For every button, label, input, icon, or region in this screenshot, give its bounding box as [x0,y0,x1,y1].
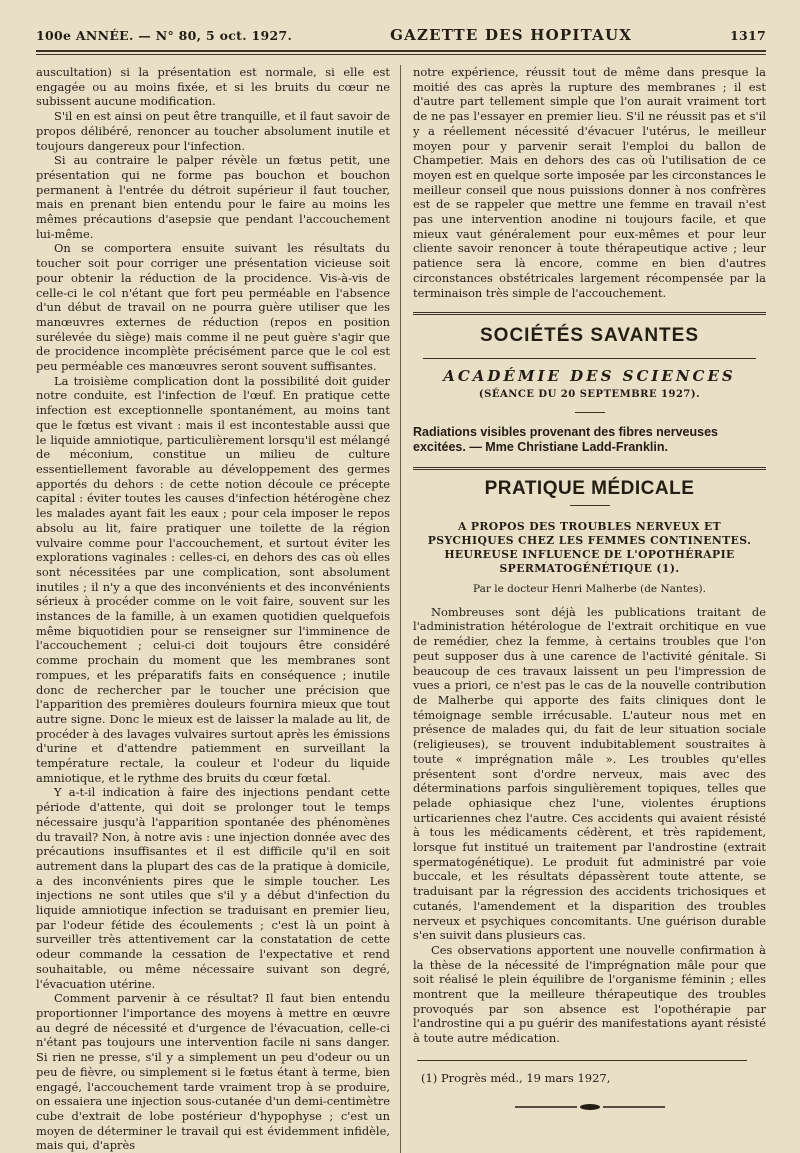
note-title: Radiations visibles provenant des fibres nerveuses excitées. [413,425,718,455]
short-divider [575,412,605,413]
section-divider [413,312,766,315]
paragraph: Ces observations apportent une nouvelle confirmation à la thèse de la nécessité de l'imprégnation mâle pour que soit réalisé le plein équilibre de l'organisme féminin ; elles montrent que la meilleure thérapeutique des troubles provoqués par son absence est l'opothérapie par l'androstine qui a pu guérir des manifestations ayant résisté à toute autre médication. [413,942,766,1046]
article-title: A PROPOS DES TROUBLES NERVEUX ET PSYCHIQUES CHEZ LES FEMMES CONTINENTES. HEUREUSE INFLUENCE DE L'OPOTHÉRAPIE SPERMATOGÉNÉTIQUE (1). [427,520,752,576]
academy-note [413,425,766,455]
running-head [36,26,766,44]
section-divider [423,358,756,359]
page-number: 1317 [730,28,766,43]
section-title-societes: SOCIÉTÉS SAVANTES [480,325,699,347]
journal-title: GAZETTE DES HOPITAUX [390,26,633,44]
end-ornament [413,1102,766,1117]
two-column-body [36,65,766,1153]
footnote-rule [417,1060,747,1061]
left-column [36,65,401,1153]
issue-info: 100e ANNÉE. — N° 80, 5 oct. 1927. [36,28,293,43]
header-rule [36,50,766,55]
short-divider [570,505,610,506]
paragraph: La troisième complication dont la possibilité doit guider notre conduite, est l'infection de l'œuf. En pratique cette infection est exceptionnelle spontanément, au moins tant que le fœtus est vivant : mais il est incontestable aussi que le liquide amniotique, particulièrement lorsqu'il est mélangé de méconium, constitue un milieu de culture essentiellement favorable au développement des germes apportés du dehors : de cette notion découle ce précepte capital : éviter toutes les causes d'infection hétérogène chez les malades ayant fait les eaux ; pour cela imposer le repos absolu au lit, faire pratiquer une toilette de la région vulvaire comme pour l'accouchement, et surtout éviter les explorations vaginales : celles-ci, en dehors des cas où elles sont nécessitées par une complication, sont absolument inutiles ; il n'y a que des inconvénients et des inconvénients sérieux à procéder comme on le voit faire, souvent sur les instances de la famille, à un examen quotidien quelquefois même biquotidien pour se renseigner sur l'imminence de l'accouchement ; celui-ci doit toujours être considéré comme prochain du moment que les membranes sont rompues, et les préparatifs faits en conséquence ; inutile donc de rechercher par le toucher une précision que l'apparition des premières douleurs fournira mieux que tout autre signe. Donc le mieux est de laisser la malade au lit, de procéder à des lavages vulvaires surtout après les émissions d'urine et d'attendre patiemment en surveillant la température rectale, la couleur et l'odeur du liquide amniotique, et le rythme des bruits du cœur fœtal. [36,373,390,785]
right-column [401,65,766,1153]
note-author: — Mme Christiane Ladd-Franklin. [469,440,668,455]
paragraph: Comment parvenir à ce résultat? Il faut bien entendu proportionner l'importance des moyens à mettre en œuvre au degré de nécessité et d'urgence de l'évacuation, celle-ci n'étant pas toujours une intervention facile ni sans danger. Si rien ne presse, s'il y a simplement un peu d'odeur ou un peu de fièvre, ou simplement si le fœtus étant à terme, bien engagé, l'accouchement tarde vraiment trop à se produire, on essaiera une injection sous-cutanée d'un demi-centimètre cube d'extrait de lobe postérieur d'hypophyse ; c'est un moyen de déterminer le travail qui est évidemment infidèle, mais qui, d'après [36,991,390,1153]
section-divider [413,467,766,470]
section-title-pratique: PRATIQUE MÉDICALE [484,478,695,500]
footnote: (1) Progrès méd., 19 mars 1927, [421,1070,611,1085]
paragraph: Y a-t-il indication à faire des injections pendant cette période d'attente, qui doit se prolonger tout le temps nécessaire jusqu'à l'apparition spontanée des phénomènes du travail? Non, à notre avis : une injection donnée avec des précautions insuffisantes et il est difficile qu'il en soit autrement dans la plupart des cas de la pratique à domicile, a des inconvénients pires que le simple toucher. Les injections ne sont utiles que s'il y a début d'infection du liquide amniotique infection se traduisant en premier lieu, par l'odeur fétide des écoulements ; c'est là un point à surveiller très attentivement car la constatation de cette odeur commande la cessation de l'expectative et rend souhaitable, ou même nécessaire suivant son degré, l'évacuation utérine. [36,785,390,991]
paragraph: Nombreuses sont déjà les publications traitant de l'administration hétérologue de l'extrait orchitique en vue de remédier, chez la femme, à certains troubles que l'on peut supposer dus à une carence de l'activité génitale. Si beaucoup de ces travaux laissent un peu l'impression de vues a priori, ce n'est pas le cas de la nouvelle contribution de Malherbe qui apporte des faits cliniques dont le témoignage semble irrécusable. L'auteur nous met en présence de malades qui, du fait de leur situation sociale (religieuses), se trouvent indubitablement soustraites à toute « imprégnation mâle ». Les troubles qu'elles présentent sont d'ordre nerveux, mais avec des déterminations parfois singulièrement topiques, telles que pelade ophiasique chez l'une, violentes éruptions urticariennes chez l'autre. Ces accidents qui avaient résisté à tous les médicaments cédèrent, et très rapidement, lorsque fut institué un traitement par l'androstine (extrait spermatogénétique). Le produit fut administré par voie buccale, et les résultats dépassèrent toute attente, se traduisant par la régression des accidents trichosiques et cutanés, l'amendement et la disparition des troubles nerveux et psychiques concomitants. Une guérison durable s'en suivit dans plusieurs cas. [413,604,766,943]
paragraph: On se comportera ensuite suivant les résultats du toucher soit pour corriger une présentation vicieuse soit pour obtenir la réduction de la procidence. Vis-à-vis de celle-ci le col n'étant que fort peu perméable en l'absence d'un début de travail on ne pourra guère utiliser que les manœuvres externes de réduction (repos en position surélevée du siège) mais comme il ne peut guère s'agir que de procidence incomplète précisément parce que le col est peu perméable ces manœuvres seront souvent suffisantes. [36,241,390,374]
paragraph: auscultation) si la présentation est normale, si elle est engagée ou au moins fixée, et si les bruits du cœur ne subissent aucune modification. [36,65,390,109]
paragraph: Si au contraire le palper révèle un fœtus petit, une présentation qui ne forme pas bouchon et bouchon permanent à l'entrée du détroit supérieur il faut toucher, mais en prenant bien entendu pour le faire au moins les mêmes précautions d'asepsie que pendant l'accouchement lui-même. [36,153,390,241]
article-byline: Par le docteur Henri Malherbe (de Nantes). [473,583,706,596]
session-date: (SÉANCE DU 20 SEPTEMBRE 1927). [478,388,701,400]
academy-heading: ACADÉMIE DES SCIENCES [443,366,736,385]
paragraph: S'il en est ainsi on peut être tranquille, et il faut savoir de propos délibéré, renoncer au toucher absolument inutile et toujours dangereux pour l'infection. [36,109,390,153]
paragraph: notre expérience, réussit tout de même dans presque la moitié des cas après la rupture des membranes ; il est d'autre part tellement simple que l'on aurait vraiment tort de ne pas l'essayer en premier lieu. S'il ne réussit pas et s'il y a réellement nécessité d'évacuer l'utérus, le meilleur moyen pour y parvenir serait l'emploi du ballon de Champetier. Mais en dehors des cas où l'utilisation de ce moyen est en quelque sorte imposée par les circonstances le meilleur conseil que nous puissions donner à nos confrères est de se rappeler que mettre une femme en travail n'est pas une intervention anodine ni toujours facile, et que mieux vaut généralement pour eux-mêmes et pour leur cliente savoir renoncer à toute thérapeutique active ; leur patience sera là encore, comme en bien d'autres circonstances obstétricales largement récompensée par la terminaison très simple de l'accouchement. [413,65,766,300]
